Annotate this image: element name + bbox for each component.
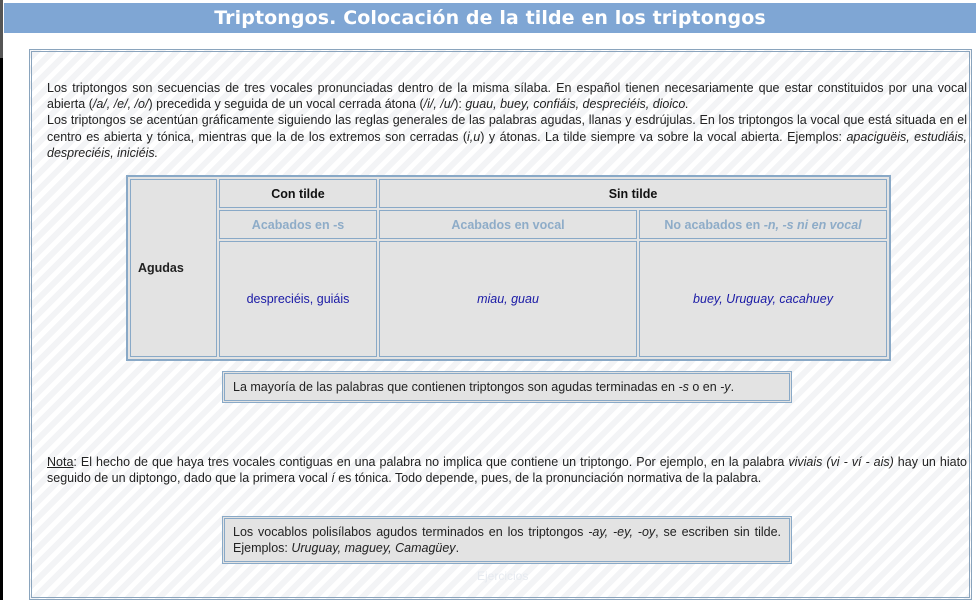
cell-con-tilde-examples: despreciéis, guiáis — [219, 241, 377, 357]
col-header-sin-tilde: Sin tilde — [379, 179, 887, 208]
cell-no-acabados-examples: buey, Uruguay, cacahuey — [639, 241, 887, 357]
intro-examples-2: apaciguëis, estudiáis, despreciéis, iniciéis. — [47, 129, 967, 160]
intro-examples-1: guau, buey, confiáis, despreciéis, dioico. — [465, 97, 689, 112]
nota-paragraph: Nota: El hecho de que haya tres vocales contiguas en una palabra no implica que contiene un triptongo. Por ejemplo, en la palabra viviais (vi - ví - ais) hay un hiato seguido de un diptongo, dado que la primera vocal í es tónica. Todo depende, pues, de la pronunciación normativa de la palabra. — [47, 455, 967, 486]
title-bar — [4, 3, 976, 33]
intro-paragraph-2: Los triptongos se acentúan gráficamente siguiendo las reglas generales de las palabras agudas, llanas y esdrújulas. En los triptongos la vocal que está situada en el centro es abierta y tónica, mientras que la de los extremos son cerradas (i,u) y átonas. La tilde siempre va sobre la vocal abierta. Ejemplos: apaciguëis, estudiáis, despreciéis, iniciéis. — [47, 113, 967, 160]
window-edge — [0, 0, 3, 600]
sub-header-acabados-s: Acabados en -s — [219, 210, 377, 239]
intro-text — [47, 80, 967, 161]
col-header-con-tilde: Con tilde — [219, 179, 377, 208]
sub-header-acabados-vocal: Acabados en vocal — [379, 210, 637, 239]
nota-label: Nota — [47, 455, 74, 469]
triptongos-table — [126, 175, 891, 361]
sub-header-no-acabados: No acabados en -n, -s ni en vocal — [639, 210, 887, 239]
rule-box-agudas: La mayoría de las palabras que contienen triptongos son agudas terminadas en -s o en -y. — [222, 371, 792, 403]
cell-vocal-examples: miau, guau — [379, 241, 637, 357]
content-panel — [29, 49, 972, 600]
page-title: Triptongos. Colocación de la tilde en los triptongos — [214, 7, 766, 29]
rule-box-polisilabos: Los vocablos polisílabos agudos terminados en los triptongos -ay, -ey, -oy, se escriben sin tilde. Ejemplos: Uruguay, maguey, Camagüey. — [222, 516, 792, 564]
row-header-agudas: Agudas — [130, 179, 217, 357]
ejercicios-link[interactable]: Ejercicios — [477, 569, 529, 583]
intro-paragraph-1: Los triptongos son secuencias de tres vocales pronunciadas dentro de la misma sílaba. En español tienen necesariamente que estar constituidos por una vocal abierta (/a/, /e/, /o/) precedida y seguida de un vocal cerrada átona (/i/, /u/): guau, buey, confiáis, despreciéis, dioico. — [47, 81, 967, 112]
